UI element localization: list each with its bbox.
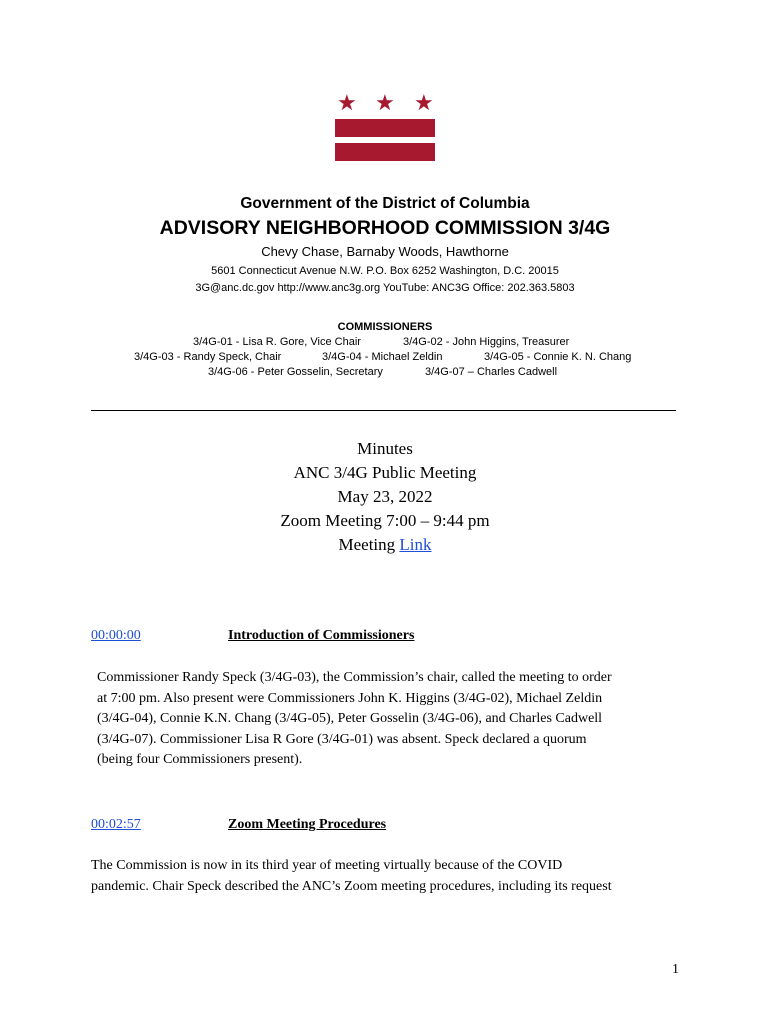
meeting-link[interactable]: Link: [399, 535, 432, 554]
commissioner-item: 3/4G-07 – Charles Cadwell: [425, 366, 558, 378]
minutes-title: Minutes: [357, 439, 413, 458]
commissioner-item: 3/4G-02 - John Higgins, Treasurer: [403, 336, 570, 348]
dc-flag-logo: [335, 91, 435, 168]
section-paragraph: [91, 856, 691, 897]
timestamp-link[interactable]: 00:00:00: [91, 628, 141, 643]
meeting-link-line: [0, 535, 770, 555]
paragraph-line: at 7:00 pm. Also present were Commissioners John K. Higgins (3/4G-02), Michael Zeldin: [97, 690, 603, 706]
page-number: 1: [672, 962, 679, 977]
star-icon: ★: [337, 91, 357, 116]
timestamp-link[interactable]: 00:02:57: [91, 817, 141, 832]
header-divider: [91, 410, 676, 411]
section-heading: Introduction of Commissioners: [228, 628, 415, 643]
commission-title: ADVISORY NEIGHBORHOOD COMMISSION 3/4G: [159, 217, 611, 239]
commissioner-item: 3/4G-06 - Peter Gosselin, Secretary: [208, 366, 383, 378]
mailing-address: 5601 Connecticut Avenue N.W. P.O. Box 6252 Washington, D.C. 20015: [211, 265, 559, 277]
commission-areas: Chevy Chase, Barnaby Woods, Hawthorne: [261, 244, 509, 259]
meeting-date: May 23, 2022: [337, 487, 433, 506]
star-icon: ★: [375, 91, 395, 116]
meeting-name: ANC 3/4G Public Meeting: [293, 463, 477, 482]
meeting-time: Zoom Meeting 7:00 – 9:44 pm: [280, 511, 490, 530]
contact-info: 3G@anc.dc.gov http://www.anc3g.org YouTube: ANC3G Office: 202.363.5803: [195, 282, 575, 294]
meeting-link-prefix: Meeting: [338, 535, 400, 554]
commissioner-item: 3/4G-04 - Michael Zeldin: [322, 351, 443, 363]
star-icon: ★: [414, 91, 434, 116]
commissioners-heading: COMMISSIONERS: [337, 321, 433, 333]
flag-bar-bottom: [335, 143, 435, 161]
paragraph-line: The Commission is now in its third year of meeting virtually because of the COVID: [91, 858, 563, 873]
commissioner-item: 3/4G-05 - Connie K. N. Chang: [484, 351, 632, 363]
paragraph-line: (3/4G-04), Connie K.N. Chang (3/4G-05), Peter Gosselin (3/4G-06), and Charles Cadwell: [97, 711, 603, 726]
commissioner-item: 3/4G-03 - Randy Speck, Chair: [134, 351, 282, 363]
paragraph-line: (3/4G-07). Commissioner Lisa R Gore (3/4G-01) was absent. Speck declared a quorum: [97, 731, 587, 747]
commissioner-item: 3/4G-01 - Lisa R. Gore, Vice Chair: [193, 336, 361, 348]
section-paragraph: [97, 668, 697, 771]
paragraph-line: pandemic. Chair Speck described the ANC’s Zoom meeting procedures, including its request: [91, 878, 612, 894]
flag-bar-top: [335, 119, 435, 137]
government-heading: Government of the District of Columbia: [240, 195, 530, 212]
section-heading: Zoom Meeting Procedures: [228, 817, 387, 832]
paragraph-line: Commissioner Randy Speck (3/4G-03), the Commission’s chair, called the meeting to order: [97, 670, 612, 685]
paragraph-line: (being four Commissioners present).: [97, 752, 303, 767]
